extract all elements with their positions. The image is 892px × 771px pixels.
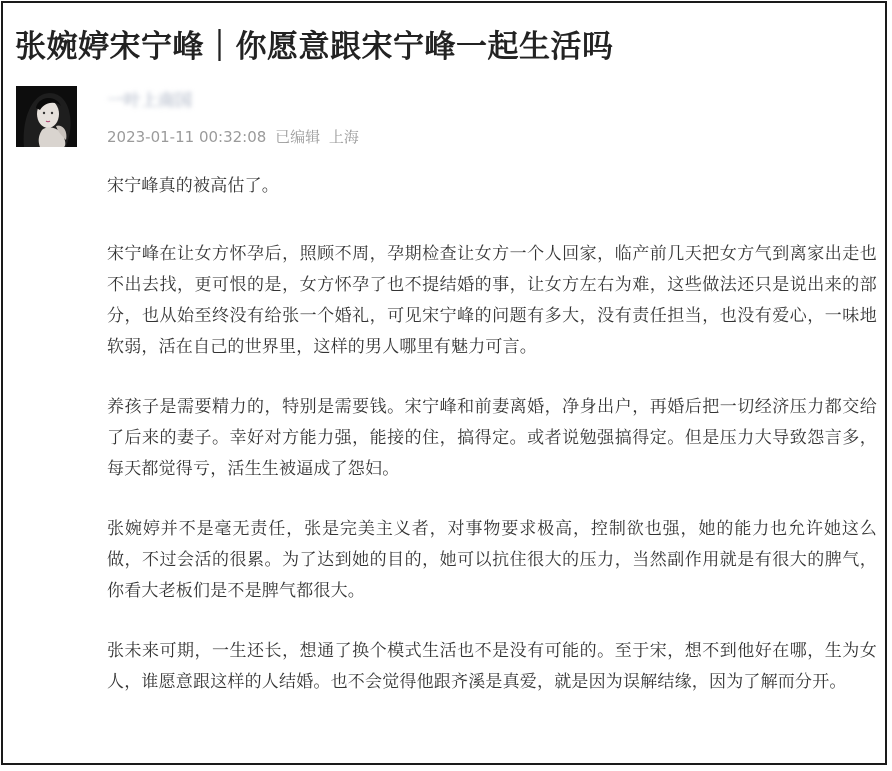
article-body (107, 171, 877, 727)
publish-time: 2023-01-11 00:32:08 (107, 128, 267, 146)
author-name[interactable]: 一叶上南国 (107, 91, 192, 111)
avatar-portrait-image (16, 86, 77, 147)
body-paragraph: 养孩子是需要精力的，特别是需要钱。宋宁峰和前妻离婚，净身出户，再婚后把一切经济压力都交给了后来的妻子。幸好对方能力强，能接的住，搞得定。或者说勉强搞得定。但是压力大导致怨言多，每天都觉得亏，活生生被逼成了怨妇。 (107, 397, 877, 479)
publish-location: 上海 (328, 128, 359, 146)
edited-label: 已编辑 (275, 128, 321, 146)
article-meta (107, 127, 363, 147)
body-paragraph: 张婉婷并不是毫无责任，张是完美主义者，对事物要求极高，控制欲也强，她的能力也允许她这么做，不过会活的很累。为了达到她的目的，她可以抗住很大的压力，当然副作用就是有很大的脾气，你看大老板们是不是脾气都很大。 (107, 519, 877, 601)
article-title: 张婉婷宋宁峰｜你愿意跟宋宁峰一起生活吗 (15, 29, 614, 65)
author-avatar[interactable] (16, 86, 77, 147)
article-frame (1, 1, 887, 765)
body-paragraph: 宋宁峰在让女方怀孕后，照顾不周，孕期检查让女方一个人回家，临产前几天把女方气到离家出走也不出去找，更可恨的是，女方怀孕了也不提结婚的事，让女方左右为难，这些做法还只是说出来的部分，也从始至终没有给张一个婚礼，可见宋宁峰的问题有多大，没有责任担当，也没有爱心，一味地软弱，活在自己的世界里，这样的男人哪里有魅力可言。 (107, 244, 877, 357)
body-paragraph: 张未来可期，一生还长，想通了换个模式生活也不是没有可能的。至于宋，想不到他好在哪，生为女人，谁愿意跟这样的人结婚。也不会觉得他跟齐溪是真爱，就是因为误解结缘，因为了解而分开。 (107, 641, 877, 692)
body-paragraph: 宋宁峰真的被高估了。 (107, 176, 279, 196)
